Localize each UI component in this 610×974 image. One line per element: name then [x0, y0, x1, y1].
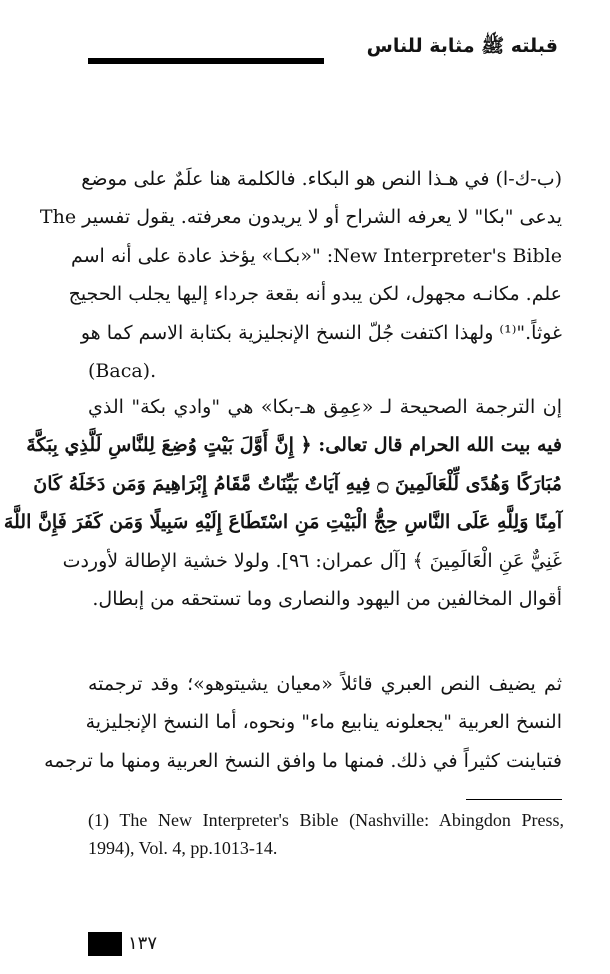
footnote-rule	[466, 799, 562, 800]
header-rule	[88, 58, 324, 64]
paragraph-line: النسخ العربية "يجعلونه ينابيع ماء" ونحوه، أما النسخ الإنجليزية	[85, 711, 562, 734]
paragraph-line: (ب-ك-ا) في هـذا النص هو البكاء. فالكلمة هنا علَمٌ على موضع	[81, 168, 562, 190]
paragraph-line: يدعى "بكا" لا يعرفه الشراح أو لا يريدون معرفته. يقول تفسير The	[39, 206, 562, 229]
footnote: (1) The New Interpreter's Bible (Nashville: Abingdon Press, 1994), Vol. 4, pp.1013-14.	[88, 810, 564, 858]
running-header-title: قبلته ﷺ مثابة للناس	[366, 35, 558, 57]
paragraph-line: (Baca).	[88, 359, 157, 382]
paragraph-line: فتباينت كثيراً في ذلك. فمنها ما وافق النسخ العربية ومنها ما ترجمه	[44, 749, 562, 772]
paragraph-2	[3, 388, 562, 618]
paragraph-3	[44, 665, 562, 780]
paragraph-line: New Interpreter's Bible: "«بكـا» يؤخذ عادة على أنه اسم	[70, 244, 562, 267]
page-number: ١٣٧	[128, 933, 158, 954]
paragraph-line: ثم يضيف النص العبري قائلاً «معيان يشيتوهو»؛ وقد ترجمته	[88, 673, 562, 695]
paragraph-line: غَنِيٌّ عَنِ الْعَالَمِينَ ﴾ [آل عمران: ٩٦]. ولولا خشية الإطالة لأوردت	[62, 549, 562, 572]
quran-verse-line: مُبَارَكًا وَهُدًى لِّلْعَالَمِينَ ۝ فِيهِ آيَاتٌ بَيِّنَاتٌ مَّقَامُ إِبْرَاهِيمَ وَمَن دَخَلَهُ كَانَ	[33, 472, 562, 495]
quran-verse-line: آمِنًا وَلِلَّهِ عَلَى النَّاسِ حِجُّ الْبَيْتِ مَنِ اسْتَطَاعَ إِلَيْهِ سَبِيلًا وَمَن كَفَرَ فَإِنَّ اللَّهَ	[3, 511, 562, 534]
paragraph-line: أقوال المخالفين من اليهود والنصارى وما تستحقه من إبطال.	[92, 587, 562, 610]
paragraph-line: علم. مكانـه مجهول، لكن يبدو أنه بقعة جرداء إليها يجلب الحجيج	[68, 283, 562, 306]
page-number-block	[88, 932, 122, 956]
paragraph-1	[39, 160, 562, 390]
paragraph-line: إن الترجمة الصحيحة لـ «عِمِق هـ-بكا» هي "وادي بكة" الذي	[88, 396, 562, 418]
quran-verse-line: فيه بيت الله الحرام قال تعالى: ﴿ إِنَّ أَوَّلَ بَيْتٍ وُضِعَ لِلنَّاسِ لَلَّذِي بِبَكَّةَ	[26, 434, 562, 457]
paragraph-line: غوثاً."⁽¹⁾ ولهذا اكتفت جُلّ النسخ الإنجليزية بكتابة الاسم كما هو	[80, 321, 562, 344]
